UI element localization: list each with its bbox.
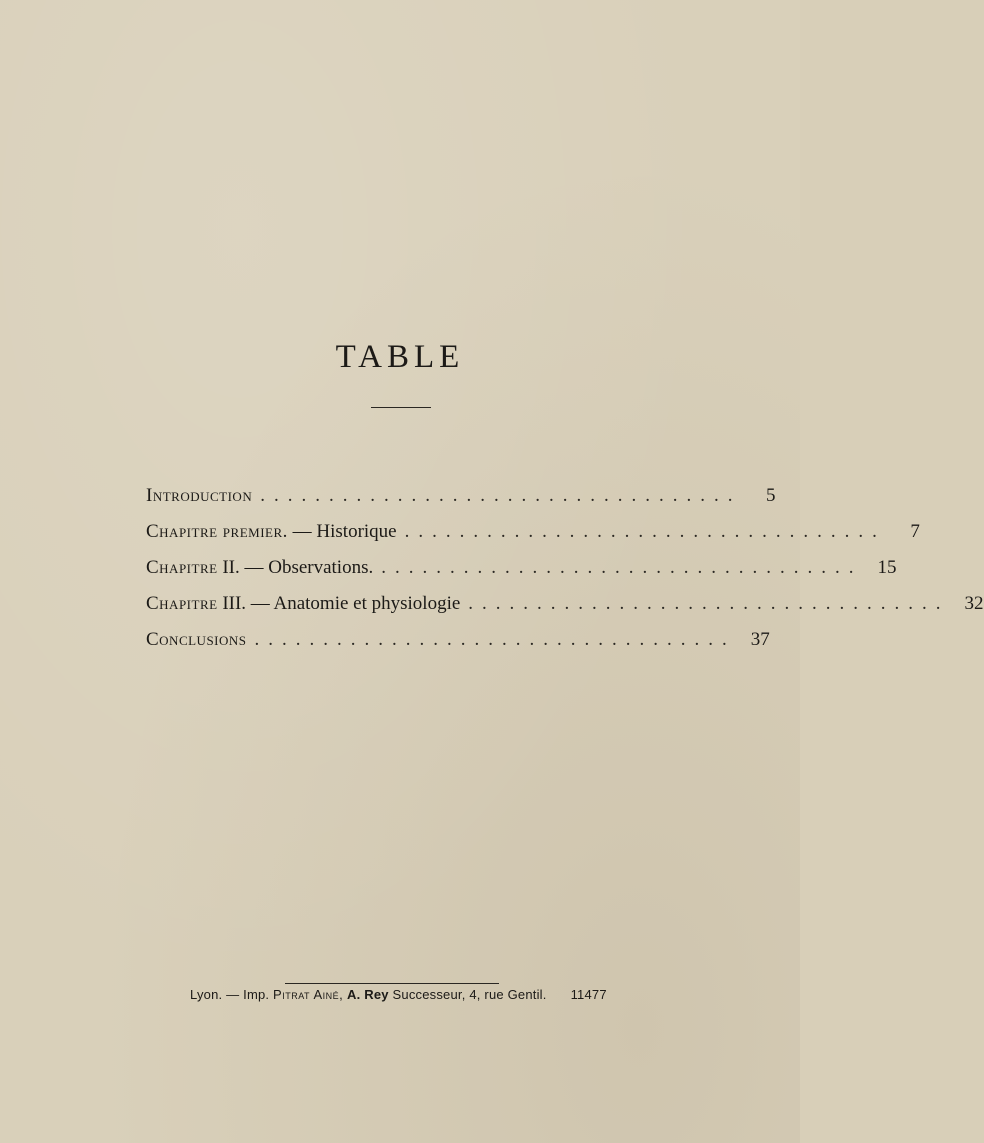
toc-entry-label <box>146 586 468 622</box>
toc-page-number: 32 <box>964 593 984 614</box>
printer-imprint <box>190 985 610 1005</box>
toc-leader-dots: ................................... <box>260 485 742 506</box>
toc-label-smallcaps: Chapitre premier. <box>146 521 288 542</box>
title-divider <box>371 407 431 408</box>
toc-entry-chapitre-ii <box>146 550 897 586</box>
toc-label-text: III. — Anatomie et physiologie <box>217 593 461 614</box>
toc-entry-label <box>146 550 381 586</box>
toc-label-text: — Historique <box>287 521 397 542</box>
footer-divider <box>285 983 499 984</box>
toc-leader-dots: ................................... <box>404 521 886 542</box>
toc-entry-chapitre-premier <box>146 514 920 550</box>
imprint-job-number: 11477 <box>570 987 607 1002</box>
toc-leader-dots: ................................... <box>381 557 863 578</box>
toc-entry-label <box>146 478 260 514</box>
toc-leader-dots: ................................... <box>468 593 950 614</box>
toc-entry-label <box>146 514 405 550</box>
toc-entry-introduction <box>146 478 776 514</box>
table-of-contents <box>146 478 984 658</box>
toc-page-number: 5 <box>765 485 776 506</box>
toc-page-number: 15 <box>877 557 897 578</box>
toc-page-number: 7 <box>910 521 920 542</box>
toc-leader-dots: ................................... <box>254 629 736 650</box>
toc-label-text: II. — Observations. <box>217 557 374 578</box>
toc-entry-conclusions <box>146 622 770 658</box>
toc-entry-label <box>146 622 255 658</box>
imprint-successor-name: A. Rey <box>347 987 389 1002</box>
imprint-address: Successeur, 4, rue Gentil. <box>392 987 547 1002</box>
toc-page-number: 37 <box>750 629 770 650</box>
imprint-printer-name: Pitrat Ainé, <box>273 987 344 1002</box>
imprint-lead: Lyon. — Imp. <box>190 987 270 1002</box>
page-title: TABLE <box>335 339 465 375</box>
toc-entry-chapitre-iii <box>146 586 984 622</box>
toc-label-smallcaps: Chapitre <box>146 557 218 578</box>
toc-label-smallcaps: Conclusions <box>146 629 247 650</box>
toc-label-smallcaps: Introduction <box>146 485 253 506</box>
toc-label-smallcaps: Chapitre <box>146 593 218 614</box>
